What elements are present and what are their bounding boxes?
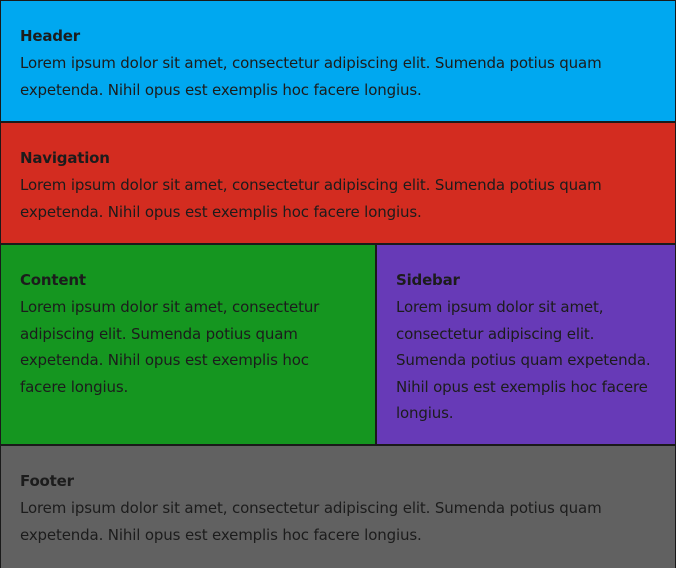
content-text: Lorem ipsum dolor sit amet, consectetur adipiscing elit. Sumenda potius quam expetenda. Nihil opus est exemplis hoc facere longius. bbox=[20, 298, 320, 396]
content-title: Content bbox=[20, 271, 86, 289]
header-section bbox=[1, 1, 675, 123]
navigation-section bbox=[1, 123, 675, 245]
footer-text: Lorem ipsum dolor sit amet, consectetur adipiscing elit. Sumenda potius quam expetenda. Nihil opus est exemplis hoc facere longius. bbox=[20, 499, 602, 544]
sidebar-title: Sidebar bbox=[396, 271, 460, 289]
navigation-title: Navigation bbox=[20, 149, 110, 167]
sidebar-section bbox=[377, 245, 675, 446]
header-text: Lorem ipsum dolor sit amet, consectetur adipiscing elit. Sumenda potius quam expetenda. Nihil opus est exemplis hoc facere longius. bbox=[20, 54, 602, 99]
navigation-text: Lorem ipsum dolor sit amet, consectetur adipiscing elit. Sumenda potius quam expetenda. Nihil opus est exemplis hoc facere longius. bbox=[20, 176, 602, 221]
sidebar-text: Lorem ipsum dolor sit amet, consectetur adipiscing elit. Sumenda potius quam expetenda. Nihil opus est exemplis hoc facere longius. bbox=[396, 298, 651, 422]
footer-section bbox=[1, 446, 675, 568]
content-section bbox=[1, 245, 377, 446]
footer-title: Footer bbox=[20, 472, 74, 490]
header-title: Header bbox=[20, 27, 80, 45]
